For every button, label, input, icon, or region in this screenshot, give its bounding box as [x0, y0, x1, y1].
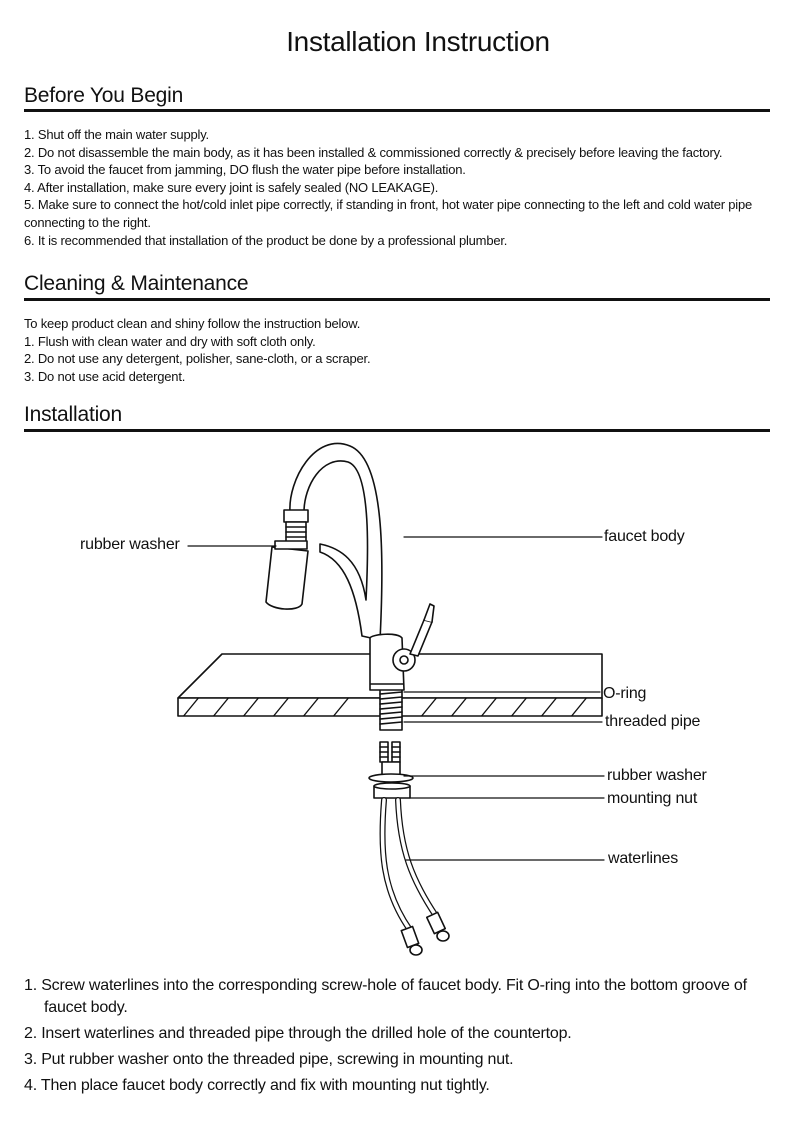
callout-threaded-pipe: threaded pipe: [605, 713, 701, 730]
callout-waterlines: waterlines: [608, 850, 679, 867]
cleaning-maintenance-heading: Cleaning & Maintenance: [24, 272, 249, 295]
cleaning-intro: To keep product clean and shiny follow the instruction below.: [24, 316, 361, 331]
list-item: 3. To avoid the faucet from jamming, DO flush the water pipe before installation.: [24, 162, 466, 178]
installation-heading: Installation: [24, 403, 122, 426]
step-text: 3. Put rubber washer onto the threaded pipe, screwing in mounting nut.: [24, 1051, 514, 1068]
step-text: 1. Screw waterlines into the corresponding screw-hole of faucet body. Fit O-ring into the bottom groove of: [24, 977, 747, 994]
threaded-pipe: [380, 688, 402, 730]
callout-faucet-body: faucet body: [604, 528, 685, 545]
callout-o-ring: O-ring: [603, 685, 647, 702]
installation-step: [24, 1023, 784, 1045]
callout-rubber-washer: rubber washer: [607, 767, 707, 784]
list-item: 4. After installation, make sure every joint is safely sealed (NO LEAKAGE).: [24, 179, 439, 195]
rubber-washer-part: [369, 774, 413, 782]
mounting-nut-part: [374, 783, 410, 798]
installation-steps: [24, 975, 784, 1101]
step-text: 4. Then place faucet body correctly and fix with mounting nut tightly.: [24, 1077, 490, 1094]
list-item: 1. Shut off the main water supply.: [24, 127, 209, 142]
page-title: Installation Instruction: [286, 26, 550, 57]
callout-rubber-washer-spout: rubber washer: [80, 536, 180, 553]
list-item: 3. Do not use acid detergent.: [24, 368, 186, 384]
callout-mounting-nut: mounting nut: [607, 790, 698, 807]
list-item: 2. Do not use any detergent, polisher, sane-cloth, or a scraper.: [24, 351, 371, 367]
faucet-spout: [266, 444, 382, 640]
list-item: 2. Do not disassemble the main body, as it has been installed & commissioned correctly & precisely before leaving the factory.: [24, 144, 723, 160]
waterline-fittings: [380, 742, 400, 776]
braided-waterlines: [382, 800, 449, 955]
installation-step: [24, 1049, 784, 1071]
list-item: 1. Flush with clean water and dry with soft cloth only.: [24, 333, 316, 349]
step-text: 2. Insert waterlines and threaded pipe through the drilled hole of the countertop.: [24, 1025, 572, 1042]
before-you-begin-heading: Before You Begin: [24, 84, 184, 107]
list-item: 6. It is recommended that installation of the product be done by a professional plumber.: [24, 232, 508, 248]
list-item: 5. Make sure to connect the hot/cold inlet pipe correctly, if standing in front, hot water pipe connecting to the left and cold water pipe connecting to the right.: [24, 197, 753, 230]
step-text-continued: faucet body.: [44, 999, 128, 1016]
installation-step: [24, 975, 784, 1019]
installation-step: [24, 1075, 784, 1097]
